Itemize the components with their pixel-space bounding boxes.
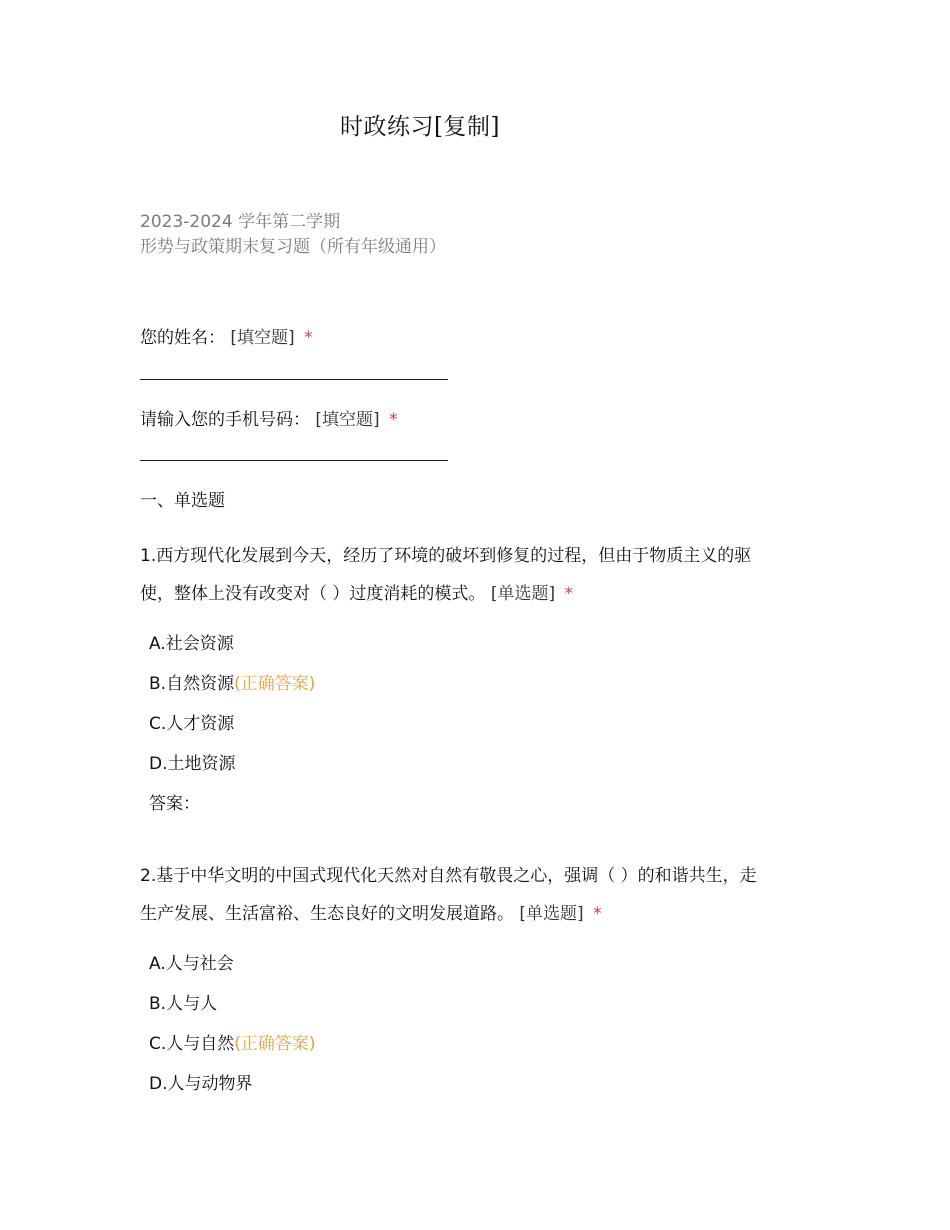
phone-field-label-row xyxy=(140,405,398,430)
question-1-type-tag: [单选题] xyxy=(490,584,556,604)
question-1-text-line-2 xyxy=(140,575,830,613)
name-field-type-tag: [填空题] xyxy=(230,328,295,348)
question-1-option-d[interactable] xyxy=(149,749,236,774)
question-2-text-line-2-body: 生产发展、生活富裕、生态良好的文明发展道路。 xyxy=(140,904,514,924)
required-asterisk: * xyxy=(564,584,573,604)
name-field xyxy=(140,323,313,348)
question-1 xyxy=(140,537,830,613)
question-1-text-line-2-body: 使，整体上没有改变对（ ）过度消耗的模式。 xyxy=(140,584,486,604)
option-label: D.人与动物界 xyxy=(149,1074,253,1094)
required-asterisk: * xyxy=(304,328,313,348)
intro-line-2: 形势与政策期末复习题（所有年级通用） xyxy=(140,237,446,257)
question-2 xyxy=(140,857,830,933)
correct-answer-marker: (正确答案) xyxy=(234,1034,316,1054)
intro-line-1: 2023-2024 学年第二学期 xyxy=(140,212,341,232)
phone-field-type-tag: [填空题] xyxy=(315,410,380,430)
question-2-option-a[interactable] xyxy=(149,949,234,974)
option-label: C.人才资源 xyxy=(149,714,235,734)
phone-field-label: 请输入您的手机号码： xyxy=(140,410,310,430)
phone-input-line[interactable] xyxy=(140,459,448,461)
option-label: B.自然资源 xyxy=(149,674,235,694)
option-label: A.社会资源 xyxy=(149,634,234,654)
question-2-text-line-2 xyxy=(140,895,830,933)
section-title: 一、单选题 xyxy=(140,491,225,511)
correct-answer-marker: (正确答案) xyxy=(234,674,316,694)
option-label: C.人与自然 xyxy=(149,1034,235,1054)
question-1-option-a[interactable] xyxy=(149,629,234,654)
question-2-option-b[interactable] xyxy=(149,989,217,1014)
question-2-type-tag: [单选题] xyxy=(519,904,584,924)
question-1-text-line-1: 1.西方现代化发展到今天，经历了环境的破坏到修复的过程，但由于物质主义的驱 xyxy=(140,546,752,566)
option-label: B.人与人 xyxy=(149,994,218,1014)
name-input-line[interactable] xyxy=(140,378,448,380)
question-2-option-c[interactable] xyxy=(149,1029,316,1054)
phone-field xyxy=(140,405,398,430)
name-field-label-row xyxy=(140,323,313,348)
question-2-text-line-1: 2.基于中华文明的中国式现代化天然对自然有敬畏之心，强调（ ）的和谐共生，走 xyxy=(140,866,757,886)
option-label: D.土地资源 xyxy=(149,754,236,774)
question-1-option-c[interactable] xyxy=(149,709,234,734)
required-asterisk: * xyxy=(389,410,398,430)
option-label: A.人与社会 xyxy=(149,954,234,974)
required-asterisk: * xyxy=(593,904,602,924)
question-1-option-b[interactable] xyxy=(149,669,315,694)
name-field-label: 您的姓名： xyxy=(140,328,225,348)
question-2-option-d[interactable] xyxy=(149,1069,253,1094)
question-1-answer-label: 答案： xyxy=(149,794,200,814)
survey-intro xyxy=(140,210,446,260)
survey-title: 时政练习[复制] xyxy=(340,114,500,140)
